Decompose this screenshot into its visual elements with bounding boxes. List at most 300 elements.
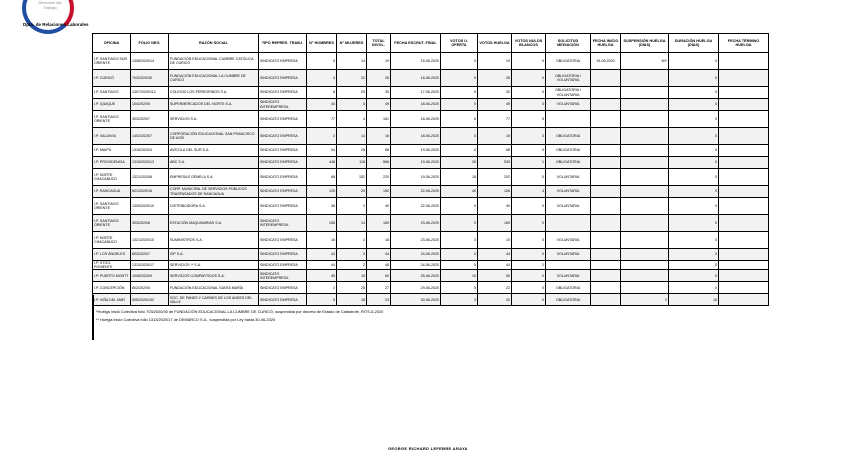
cell-total: 46 [367,261,391,270]
cell-oficina: I.P. SANTIAGO SUR ORIENTE [93,53,131,70]
cell-duracion: 0 [669,70,719,87]
cell-huelga: 16 [478,128,512,145]
cell-tipo: SINDICATO INTEREMPRESA [259,99,307,111]
cell-oferta: 5 [441,261,478,270]
column-header: SOLICITUD MEDIACIÓN [546,34,591,53]
table-row [93,53,769,70]
cell-oferta: 5 [441,282,478,294]
cell-nulos: 0 [512,270,546,282]
cell-inicio [591,70,621,87]
cell-oferta: 26 [441,157,478,169]
cell-oficina: I.P. VALDIVIA [93,128,131,145]
logo [22,0,80,18]
column-header: OFICINA [93,34,131,53]
table-row [93,282,769,294]
cell-hombres: 2 [307,128,337,145]
cell-oficina: I.P. MAIPÚ [93,145,131,157]
table-row [93,198,769,215]
cell-suspension [621,169,669,186]
cell-huelga: 44 [478,261,512,270]
cell-hombres: 6 [307,87,337,99]
cell-inicio [591,215,621,232]
table-row [93,261,769,270]
cell-oficina: I.P. VIÑA DEL MAR [93,294,131,306]
cell-suspension [621,186,669,198]
cell-mujeres: 5 [337,99,367,111]
cell-total: 23 [367,294,391,306]
cell-duracion: 0 [669,282,719,294]
cell-folio: 1309/2020/10 [131,198,169,215]
cell-inicio [591,282,621,294]
cell-folio: 1315/2020/13 [131,157,169,169]
cell-tipo: SINDICATO EMPRESA [259,111,307,128]
cell-folio: 1402/2020/7 [131,128,169,145]
cell-fecha: 30-06-2020 [391,294,441,306]
cell-mediacion: VOLUNTARIA [546,249,591,261]
cell-mujeres: 25 [337,186,367,198]
cell-oferta: 40 [441,186,478,198]
cell-termino [719,270,769,282]
cell-oficina: I.P. CURICÓ [93,70,131,87]
column-header: SUSPENSIÓN HUELGA (DÍAS) [621,34,669,53]
cell-tipo: SINDICATO EMPRESA [259,145,307,157]
cell-inicio [591,249,621,261]
cell-suspension [621,249,669,261]
cell-nulos: 4 [512,186,546,198]
cell-nulos: 0 [512,294,546,306]
cell-total: 26 [367,70,391,87]
cell-termino [719,87,769,99]
cell-hombres: 16 [307,232,337,249]
cell-fecha: 25-06-2020 [391,270,441,282]
cell-mediacion: OBLIGATORIA / VOLUNTARIA [546,87,591,99]
cell-termino [719,145,769,157]
cell-termino [719,215,769,232]
cell-folio: 303/2020/8 [131,215,169,232]
cell-termino [719,249,769,261]
cell-folio: 803/2020/7 [131,249,169,261]
cell-oferta: 0 [441,198,478,215]
cell-duracion: 0 [669,111,719,128]
cell-folio: 303/2020/7 [131,111,169,128]
cell-huelga: 77 [478,111,512,128]
table-row [93,145,769,157]
cell-mujeres: 118 [337,157,367,169]
cell-razon: SERVICIOS S.A. [169,111,259,128]
cell-folio: 1321/2020/8 [131,169,169,186]
cell-total: 60 [367,270,391,282]
cell-fecha: 19-06-2020 [391,157,441,169]
cell-inicio [591,270,621,282]
cell-oferta: 10 [441,270,478,282]
cell-inicio [591,145,621,157]
cell-tipo: SINDICATO EMPRESA [259,198,307,215]
cell-huelga: 169 [478,215,512,232]
cell-tipo: SINDICATO INTEREMPRESA [259,270,307,282]
cell-oferta: 3 [441,232,478,249]
strikes-table [92,33,769,306]
cell-total: 181 [367,111,391,128]
cell-suspension [621,87,669,99]
cell-razon: COLEGIO LOS PEREGRINOS S.A. [169,87,259,99]
cell-hombres: 45 [307,270,337,282]
cell-fecha: 19-06-2020 [391,145,441,157]
column-header: N° MUJERES [337,34,367,53]
cell-mujeres: 4 [337,111,367,128]
cell-nulos: 0 [512,249,546,261]
cell-mujeres: 18 [337,294,367,306]
cell-duracion: 0 [669,232,719,249]
column-header: VOTOS HUELGA [478,34,512,53]
cell-razon: DISTRIBUIDORA S.A. [169,198,259,215]
department-title: Dpto. de Relaciones Laborales [23,22,89,27]
cell-total: 27 [367,282,391,294]
cell-tipo: SINDICATO EMPRESA [259,157,307,169]
cell-huelga: 44 [478,249,512,261]
cell-duracion: 0 [669,53,719,70]
cell-suspension: 60* [621,53,669,70]
cell-inicio [591,128,621,145]
cell-termino [719,128,769,145]
cell-termino [719,198,769,215]
cell-total: 49 [367,99,391,111]
cell-oficina: I.P. LOS ÁNGELES [93,249,131,261]
cell-nulos: 0 [512,145,546,157]
cell-fecha: 22-06-2020 [391,186,441,198]
cell-razon: EMPRESAS GEMELA S.A. [169,169,259,186]
cell-folio: 1313/2020/17 [131,261,169,270]
cell-oficina: I.P. IQUIQUE [93,99,131,111]
cell-fecha: 16-06-2020 [391,70,441,87]
cell-razon: FUNDACIÓN EDUCACIONAL LA CUMBRE DE CURICÓ [169,70,259,87]
footnote-1: *Huelga inició Colectiva folio 703/2020/30 de FUNDACIÓN EDUCACIONAL LA CUMBRE DE CURICÓ, suspendida por decreto de Estado de Catástrofe, RITS-5-2020 [96,309,384,314]
cell-folio: 1316/2020/4 [131,145,169,157]
cell-inicio [591,186,621,198]
cell-nulos: 1 [512,157,546,169]
cell-suspension [621,70,669,87]
cell-termino [719,282,769,294]
cell-suspension [621,232,669,249]
cell-total: 220 [367,169,391,186]
cell-duracion: 16 [669,294,719,306]
cell-huelga: 15 [478,232,512,249]
cell-inicio: 19-06-2020 [591,53,621,70]
cell-huelga: 19 [478,53,512,70]
cell-tipo: SINDICATO EMPRESA [259,249,307,261]
cell-mediacion: OBLIGATORIA [546,128,591,145]
cell-mediacion: OBLIGATORIA [546,157,591,169]
cell-mujeres: 14 [337,215,367,232]
cell-oferta: 0 [441,99,478,111]
table-row [93,87,769,99]
column-header: DURACIÓN HUELGA (DÍAS) [669,34,719,53]
cell-termino [719,53,769,70]
cell-mujeres: 2 [337,232,367,249]
column-header: TIPO REPRES. TRABJ. [259,34,307,53]
cell-mujeres: 0 [337,249,367,261]
cell-duracion: 0 [669,157,719,169]
cell-fecha: 15-06-2020 [391,53,441,70]
cell-fecha: 24-06-2020 [391,249,441,261]
cell-mediacion: OBLIGATORIA [546,145,591,157]
cell-folio: 104/2020/5 [131,99,169,111]
footnote-2: ** Huelga inició Colectiva folio 1313/2020/17 de DEMARCO S.A., suspendida por Ley hasta 30-06-2020 [96,317,276,322]
cell-razon: SERVICIOS ** S.A. [169,261,259,270]
cell-mediacion: VOLUNTARIA [546,198,591,215]
cell-oficina: I.P. CONCEPCIÓN [93,282,131,294]
cell-termino [719,186,769,198]
column-header: FECHA ESCRUT. FINAL [391,34,441,53]
cell-razon: ESTACIÓN MAQUINARIAS S.A. [169,215,259,232]
cell-tipo: SINDICATO EMPRESA [259,261,307,270]
cell-fecha: 18-06-2020 [391,99,441,111]
cell-hombres: 77 [307,111,337,128]
cell-huelga: 20 [478,294,512,306]
cell-tipo: SINDICATO EMPRESA [259,186,307,198]
cell-mediacion: VOLUNTARIA [546,270,591,282]
cell-termino [719,99,769,111]
cell-razon: SUPERMERCADOS DEL NORTE S.A. [169,99,259,111]
cell-inicio [591,261,621,270]
cell-nulos: 0 [512,282,546,294]
cell-oficina: I.P. SANTIAGO ORIENTE [93,198,131,215]
cell-razon: SUMINISTROS S.A. [169,232,259,249]
cell-mediacion: OBLIGATORIA [546,294,591,306]
cell-inicio [591,198,621,215]
cell-suspension [621,99,669,111]
cell-huelga: 26 [478,70,512,87]
cell-mujeres: 15 [337,270,367,282]
cell-mujeres: 22 [337,70,367,87]
cell-tipo: SINDICATO EMPRESA [259,53,307,70]
cell-oferta: 0 [441,70,478,87]
cell-fecha: 24-06-2020 [391,261,441,270]
cell-folio: 1008/2020/9 [131,270,169,282]
cell-razon: FUNDACIÓN EDUCACIONAL CUMBRE CATÓLICA DE CURICÓ [169,53,259,70]
cell-oficina: I.P. PROVIDENCIA [93,157,131,169]
cell-mediacion: VOLUNTARIA [546,232,591,249]
cell-suspension [621,270,669,282]
cell-razon: SOC. DE PANES Y CARNES DE LOS ANDES DEL VALLE [169,294,259,306]
cell-nulos: 0 [512,215,546,232]
cell-hombres: 5 [307,53,337,70]
table-row [93,169,769,186]
column-header: VOTOS U. OFERTA [441,34,478,53]
column-header: TOTAL INVOL. [367,34,391,53]
cell-mujeres: 2 [337,261,367,270]
cell-duracion: 0 [669,87,719,99]
cell-oferta: 0 [441,249,478,261]
cell-oficina: I.P. STGO. PONIENTE [93,261,131,270]
cell-huelga: 539 [478,157,512,169]
cell-razon: ISP S.A. [169,249,259,261]
cell-mediacion: VOLUNTARIA [546,99,591,111]
cell-mediacion: OBLIGATORIA [546,282,591,294]
cell-total: 150 [367,186,391,198]
cell-mediacion [546,111,591,128]
cell-nulos: 2 [512,261,546,270]
cell-mujeres: 14 [337,128,367,145]
column-header: N° HOMBRES [307,34,337,53]
cell-huelga: 88 [478,145,512,157]
cell-folio: 1308/2020/14 [131,53,169,70]
cell-termino [719,70,769,87]
cell-huelga: 50 [478,270,512,282]
column-header: FECHA TÉRMINO HUELGA [719,34,769,53]
cell-huelga: 40 [478,198,512,215]
table-row [93,111,769,128]
cell-razon: ABC S.A. [169,157,259,169]
cell-tipo: SINDICATO EMPRESA [259,87,307,99]
cell-oficina: I.P. NORTE CHACABUCO [93,169,131,186]
cell-nulos: 0 [512,53,546,70]
cell-hombres: 44 [307,261,337,270]
table-row [93,186,769,198]
table-row [93,270,769,282]
cell-fecha: 18-06-2020 [391,128,441,145]
cell-mediacion: VOLUNTARIA [546,169,591,186]
cell-total: 44 [367,249,391,261]
signature-name: GEORGE RICHARD LEFEBRE ARAYA [388,446,468,451]
cell-oferta: 6 [441,111,478,128]
cell-tipo: SINDICATO EMPRESA [259,294,307,306]
table-row [93,70,769,87]
cell-fecha: 23-06-2020 [391,232,441,249]
cell-tipo: SINDICATO EMPRESA [259,282,307,294]
cell-termino [719,157,769,169]
cell-hombres: 125 [307,186,337,198]
cell-nulos: 0 [512,232,546,249]
cell-fecha: 17-06-2020 [391,87,441,99]
cell-duracion: 0 [669,249,719,261]
cell-fecha: 22-06-2020 [391,198,441,215]
cell-oficina: I.P. RANCAGUA [93,186,131,198]
cell-suspension [621,157,669,169]
cell-termino [719,232,769,249]
cell-tipo: SINDICATO EMPRESA [259,169,307,186]
cell-suspension [621,145,669,157]
cell-mediacion: OBLIGATORIA / VOLUNTARIA [546,70,591,87]
cell-total: 35 [367,87,391,99]
cell-nulos: 5 [512,111,546,128]
cell-duracion: 0 [669,169,719,186]
cell-fecha: 29-06-2020 [391,282,441,294]
cell-huelga: 106 [478,186,512,198]
cell-folio: 1321/2020/10 [131,232,169,249]
cell-hombres: 68 [307,169,337,186]
cell-inicio [591,87,621,99]
table-row [93,232,769,249]
column-header: FECHA INICIO HUELGA [591,34,621,53]
cell-mediacion: OBLIGATORIA [546,53,591,70]
table-row [93,157,769,169]
table-body [93,53,769,306]
table-row [93,215,769,232]
cell-tipo: SINDICATO EMPRESA [259,232,307,249]
cell-total: 88 [367,145,391,157]
cell-oficina: I.P. SANTIAGO ORIENTE [93,111,131,128]
cell-huelga: 49 [478,99,512,111]
column-header: RAZÓN SOCIAL [169,34,259,53]
cell-huelga: 30 [478,87,512,99]
cell-razon: CORP. MUNICIPAL DE SERVICIOS PÚBLICOS TRASPASADOS DE RANCAGUA [169,186,259,198]
cell-mediacion [546,215,591,232]
cell-folio: 802/2020/5 [131,282,169,294]
cell-suspension [621,215,669,232]
cell-mujeres: 25 [337,282,367,294]
cell-tipo: SINDICATO EMPRESA [259,70,307,87]
column-header: VOTOS NULOS BLANCOS [512,34,546,53]
cell-nulos: 0 [512,87,546,99]
cell-total: 566 [367,157,391,169]
cell-suspension [621,198,669,215]
cell-inicio [591,169,621,186]
cell-hombres: 155 [307,215,337,232]
column-header: FOLIO NEG. [131,34,169,53]
table-row [93,249,769,261]
cell-suspension [621,282,669,294]
cell-nulos: 0 [512,198,546,215]
cell-hombres: 44 [307,99,337,111]
cell-huelga: 202 [478,169,512,186]
cell-duracion: 0 [669,270,719,282]
cell-tipo: SINDICATO INTEREMPRESA [259,215,307,232]
cell-termino [719,111,769,128]
cell-total: 16 [367,128,391,145]
footnotes [92,295,766,340]
logo-text: Dirección del Trabajo [38,0,62,10]
cell-total: 169 [367,215,391,232]
cell-oferta: 3 [441,294,478,306]
cell-hombres: 44 [307,249,337,261]
cell-mujeres: 14 [337,53,367,70]
cell-hombres: 2 [307,282,337,294]
cell-mediacion [546,261,591,270]
cell-duracion: 0 [669,215,719,232]
cell-folio: 601/2020/16 [131,186,169,198]
cell-oferta: 0 [441,145,478,157]
cell-duracion: 0 [669,128,719,145]
cell-oficina: I.P. NORTE CHACABUCO [93,232,131,249]
cell-razon: FUNDACIÓN EDUCACIONAL SANTA MARÍA [169,282,259,294]
cell-nulos: 0 [512,99,546,111]
cell-suspension [621,261,669,270]
table-header-row [93,34,769,53]
cell-hombres: 5 [307,294,337,306]
cell-oferta: 0 [441,215,478,232]
cell-razon: CORPORACIÓN EDUCACIONAL SAN FRANCISCO DE ASÍS [169,128,259,145]
cell-suspension [621,111,669,128]
table-row [93,99,769,111]
cell-hombres: 38 [307,198,337,215]
cell-razon: AVÍCOLA DEL SUR S.A. [169,145,259,157]
cell-nulos: 0 [512,70,546,87]
cell-oferta: 0 [441,53,478,70]
cell-mujeres: 152 [337,169,367,186]
cell-oficina: I.P. SANTIAGO [93,87,131,99]
cell-total: 18 [367,232,391,249]
cell-huelga: 22 [478,282,512,294]
cell-oficina: I.P. SANTIAGO ORIENTE [93,215,131,232]
cell-duracion: 0 [669,186,719,198]
cell-folio: 1307/2020/112 [131,87,169,99]
cell-fecha: 23-06-2020 [391,215,441,232]
cell-mediacion: VOLUNTARIA [546,186,591,198]
cell-nulos: 0 [512,169,546,186]
table-row [93,128,769,145]
cell-inicio [591,111,621,128]
cell-inicio [591,232,621,249]
